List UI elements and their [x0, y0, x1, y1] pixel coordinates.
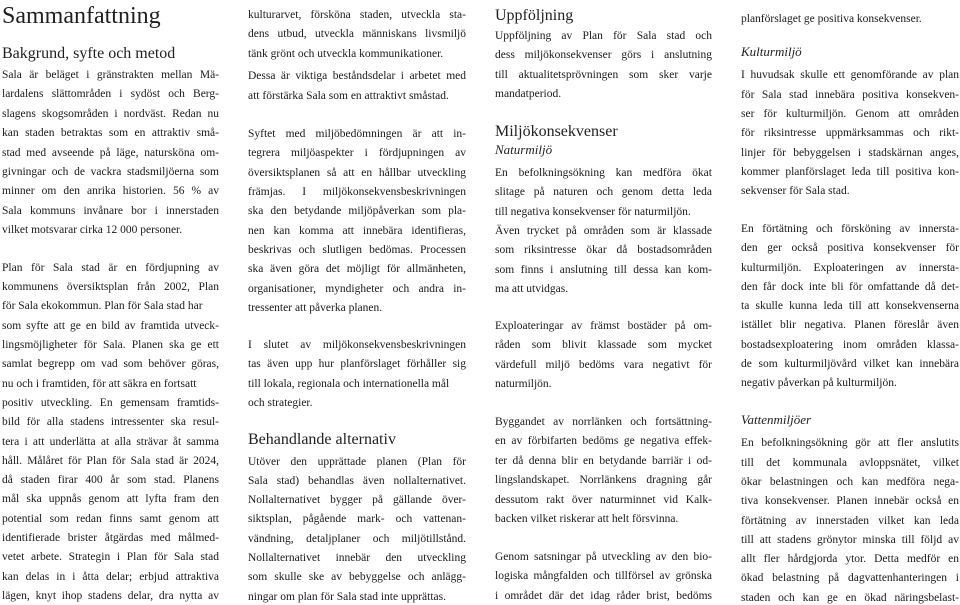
- col1-text-line: kan delas in i åtta delar; erbjud attraktiva: [2, 571, 219, 583]
- col4-text-line: för Sala stad innebära positiva konsekven-: [741, 89, 959, 101]
- heading-miljokonsekvenser: Miljökonsekvenser: [495, 123, 618, 140]
- col4-text-line: till att stadens grönytor minska till följd av: [741, 534, 959, 546]
- col2-text-line: tegrera miljöaspekter i fördjupningen av: [248, 147, 466, 159]
- col3-text-line: ma att utvidgas.: [495, 283, 569, 295]
- col4-text-line: I huvudsak skulle ett genomförande av plan: [741, 69, 959, 81]
- heading-uppfoljning: Uppföljning: [495, 7, 574, 24]
- heading-behandlande: Behandlande alternativ: [248, 431, 396, 448]
- col4-text-line: ser för kulturmiljön. Genom att områden: [741, 108, 959, 120]
- col1-text-line: vilket motsvarar cirka 12 000 personer.: [2, 224, 183, 236]
- col3-text-line: värdefull miljö bedöms vara negativt för: [495, 359, 712, 371]
- col2-text-line: översiktsplanen så att en hållbar utveckling: [248, 167, 466, 179]
- col2-text-line: organisationer, myndigheter och andra in-: [248, 283, 466, 295]
- col3-text-line: logiska mångfalden och tillförsel av grönska: [495, 570, 712, 582]
- col4-text-line: ökad belastning på dagvattenhanteringen i: [741, 572, 959, 584]
- col3-text-line: i området där det idag råder brist, bedöms: [495, 590, 712, 602]
- col3-text-line: dess miljökonsekvenser görs i anslutning: [495, 49, 712, 61]
- heading-bakgrund: Bakgrund, syfte och metod: [2, 45, 176, 62]
- col3-text-line: Byggandet av norrlänken och fortsättning-: [495, 416, 712, 428]
- col3-text-line: En befolkningsökning kan medföra ökat: [495, 167, 712, 179]
- col3-text-line: backen vilket riskerar att helt försvinna.: [495, 513, 679, 525]
- col3-text-line: lingslandskapet. Norrlänkens dragning går: [495, 474, 712, 486]
- col1-text-line: då staden firar 400 år som stad. Planens: [2, 474, 219, 486]
- col3-text-line: mandatperiod.: [495, 88, 562, 100]
- col4-text-line: de som kulturmiljövård vilket kan innebära: [741, 358, 959, 370]
- subheading-naturmiljo: Naturmiljö: [495, 142, 553, 157]
- col2-text-line: siktsplan, pågående mark- och vattenan-: [248, 513, 466, 525]
- col4-text-line: den får dock inte bli för omfattande då det-: [741, 281, 959, 293]
- col4-text-line: staden och kan ge en ökad näringsbelast-: [741, 592, 959, 604]
- col1-text-line: givningar och de vackra stadsmiljöerna som: [2, 166, 219, 178]
- col2-text-line: vändning, detaljplaner och miljötillstånd.: [248, 533, 466, 545]
- col1-text-line: potential som redan finns samt genom att: [2, 513, 219, 525]
- col1-text-line: positiv utveckling. En gemensam framtids-: [2, 397, 219, 409]
- col2-text-line: kulturarvet, försköna staden, utveckla sta-: [248, 9, 466, 21]
- page-title: Sammanfattning: [2, 3, 161, 29]
- col1-text-line: lingsmöjligheter för Sala. Planen ska ge ett: [2, 339, 219, 351]
- col3-text-line: Även trycket på områden som är klassade: [495, 225, 712, 237]
- col4-text-line: kommer planförslaget leda till positiva kon-: [741, 166, 959, 178]
- col3-text-line: Uppföljning av Plan för Sala stad och: [495, 30, 712, 42]
- col4-text-line: En befolkningsökning gör att fler anslutits: [741, 437, 959, 449]
- col3-text-line: slitage på naturen och genom detta leda: [495, 186, 712, 198]
- col4-text-line: ökar belastningen och kan medföra nega-: [741, 476, 959, 488]
- col4-text-line: förtätning av innerstaden vilket kan leda: [741, 515, 959, 527]
- col4-text-line: för riksintresse uppmärksammas och rikt-: [741, 127, 959, 139]
- col4-text-line: till det kommunala avloppsnätet, vilket: [741, 457, 959, 469]
- col2-text-line: Syftet med miljöbedömningen är att in-: [248, 128, 466, 140]
- col3-text-line: råden som blivit klassade som mycket: [495, 339, 712, 351]
- col2-text-line: som skulle ske av bebyggelse och anlägg-: [248, 571, 466, 583]
- col1-text-line: tera i att underlätta at alla strävar åt samma: [2, 436, 219, 448]
- col4-text-line: En förtätning och försköning av innersta-: [741, 223, 959, 235]
- col1-text-line: kan staden betraktas som en attraktiv små-: [2, 127, 219, 139]
- col2-text-line: Nollalternativet bygger på gällande över-: [248, 494, 466, 506]
- col4-text-line: linjer för bebyggelsen i stadskärnan anges,: [741, 147, 959, 159]
- col4-text-line: allt fler hårdgjorda ytor. Detta medför en: [741, 553, 959, 565]
- col1-text-line: stad med avseende på läge, natursköna om-: [2, 147, 219, 159]
- col2-text-line: ska den betydande miljöpåverkan som pla-: [248, 205, 466, 217]
- col3-text-line: Genom satsningar på utveckling av den bio-: [495, 551, 712, 563]
- col1-text-line: för Sala ekokommun. Plan för Sala stad har: [2, 300, 203, 312]
- col3-text-line: som riksintresse ökar då bostadsområden: [495, 244, 712, 256]
- col1-text-line: Plan för Sala stad är en fördjupning av: [2, 262, 219, 274]
- col1-text-line: bild för alla stadens intressenter ska resul-: [2, 416, 219, 428]
- col2-text-line: Dessa är viktiga beståndsdelar i arbetet med: [248, 70, 466, 82]
- col1-text-line: Sala är beläget i gränstrakten mellan Mä-: [2, 69, 219, 81]
- col2-text-line: tas även upp hur planförslaget förhåller sig: [248, 358, 466, 370]
- col4-text-line: negativ påverkan på kulturmiljön.: [741, 377, 897, 389]
- col3-text-line: dessutom rakt över naturminnet vid Kalk-: [495, 494, 712, 506]
- col2-text-line: Sala stad) behandlas även nollalternativet.: [248, 475, 466, 487]
- col1-text-line: slagens skogsområden i nordväst. Redan nu: [2, 108, 219, 120]
- col1-text-line: som syfte att ge en bild av framtida utveck-: [2, 320, 219, 332]
- col2-text-line: nen kan komma att innebära identifieras,: [248, 225, 466, 237]
- col4-text-line: bostadsexploatering inom områden klassa-: [741, 339, 959, 351]
- subheading-kulturmiljo: Kulturmiljö: [741, 44, 802, 59]
- col4-text-line: den ger också positiva konsekvenser för: [741, 242, 959, 254]
- col1-text-line: nu och i framtiden, för att säkra en fortsatt: [2, 378, 197, 390]
- col3-text-line: till negativa konsekvenser för naturmiljön.: [495, 206, 691, 218]
- col1-text-line: samlat begrepp om vad som behöver göras,: [2, 358, 219, 370]
- col2-text-line: tänk grönt och utveckla kommunikationer.: [248, 48, 444, 60]
- col4-text-line: kulturmiljön. Exploateringen av innersta-: [741, 262, 959, 274]
- col1-text-line: lägen, knyt ihop stadens delar, dra nytta av: [2, 590, 219, 602]
- col2-text-line: Utöver den upprättade planen (Plan för: [248, 456, 466, 468]
- col1-text-line: håll. Målåret för Plan för Sala stad är 2024,: [2, 455, 219, 467]
- col3-text-line: som finns i anslutning till dessa kan kom-: [495, 264, 712, 276]
- col2-text-line: dens utbud, utveckla människans livsmiljö: [248, 28, 466, 40]
- col1-text-line: kommunens översiktsplan från 2002, Plan: [2, 281, 219, 293]
- col2-text-line: och strategier.: [248, 397, 313, 409]
- col2-text-line: ska även göra det möjligt för allmänheten,: [248, 263, 466, 275]
- col4-text-line: tiva konsekvenser. Planen innebär också en: [741, 495, 959, 507]
- col1-text-line: identifierade brister åtgärdas med målmed-: [2, 532, 219, 544]
- col3-text-line: ter då denna blir en betydande barriär i od-: [495, 455, 712, 467]
- col3-text-line: till aktualitetsprövningen som sker varje: [495, 69, 712, 81]
- subheading-vattenmiljoer: Vattenmiljöer: [741, 412, 812, 427]
- col2-text-line: beskrivas och slutligen bedömas. Processen: [248, 244, 466, 256]
- col1-text-line: minner om den anrika historien. 56 % av: [2, 185, 219, 197]
- col2-text-line: I slutet av miljökonsekvensbeskrivningen: [248, 339, 466, 351]
- col2-text-line: ningar om plan för Sala stad inte upprättas.: [248, 591, 447, 603]
- col2-text-line: att förstärka Sala som en attraktivt småstad.: [248, 90, 449, 102]
- col4-text-line: ta skulle kunna leda till att konsekvenserna: [741, 300, 959, 312]
- col4-text-line: istället blir negativa. Planen föreslår även: [741, 319, 959, 331]
- col2-text-line: till lokala, regionala och internationella mål: [248, 378, 450, 390]
- col3-text-line: Exploateringar av främst bostäder på om-: [495, 320, 712, 332]
- col2-text-line: tressenter att påverka planen.: [248, 302, 383, 314]
- col4-text-line: sekvenser för Sala stad.: [741, 185, 850, 197]
- col1-text-line: Sala kommuns invånare bor i innerstaden: [2, 205, 219, 217]
- col1-text-line: mål ska uppnås genom att lyfta fram den: [2, 493, 219, 505]
- col3-text-line: naturmiljön.: [495, 378, 552, 390]
- col4-text-line: planförslaget ge positiva konsekvenser.: [741, 13, 922, 25]
- col3-text-line: en av förbifarten bedöms ge negativa effek-: [495, 435, 712, 447]
- col2-text-line: främjas. I miljökonsekvensbeskrivningen: [248, 186, 466, 198]
- col1-text-line: lardalens slättområden i sydöst och Berg-: [2, 88, 219, 100]
- col1-text-line: vetet arbete. Strategin i Plan för Sala stad: [2, 551, 219, 563]
- col2-text-line: Nollalternativet innebär den utveckling: [248, 552, 466, 564]
